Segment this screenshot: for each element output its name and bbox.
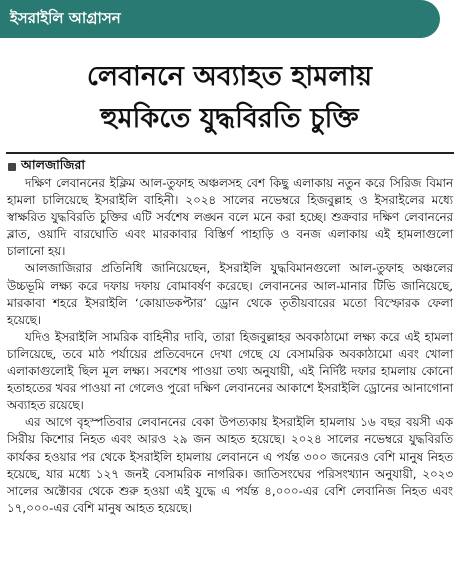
paragraph-4: এর আগে বৃহস্পতিবার লেবাননের বেকা উপত্যকায় ইসরাইলি হামলায় ১৬ বছর বয়সী এক সিরীয় কিশোর নিহত এবং আরও ২৯ জন আহত হয়েছে। ২০২৪ সালের নভেম্বরে যুদ্ধবিরতি কার্যকর হওয়ার পর থেকে ইসরাইলি হামলায় লেবাননে এ পর্যন্ত ৩০০ জনেরও বেশি মানুষ নিহত হয়েছে, যার মধ্যে ১২৭ জনই বেসামরিক নাগরিক। জাতিসংঘের পরিসংখ্যান অনুযায়ী, ২০২৩ সালের অক্টোবর থেকে শুরু হওয়া এই যুদ্ধে এ পর্যন্ত ৪,০০০-এর বেশি লেবানিজ নিহত এবং ১৭,০০০-এর বেশি মানুষ আহত হয়েছে। [7, 415, 453, 515]
headline [0, 56, 459, 140]
source-line [8, 157, 85, 177]
source-bullet-icon [8, 163, 16, 171]
headline-line-2: হুমকিতে যুদ্ধবিরতি চুক্তি [100, 103, 359, 134]
source-label: আলজাজিরা [21, 157, 85, 172]
section-tag-label: ইসরাইলি আগ্রাসন [10, 8, 121, 27]
headline-line-1: লেবাননে অব্যাহত হামলায় [86, 61, 373, 92]
headline-divider [6, 152, 454, 154]
section-tag [0, 0, 440, 38]
paragraph-3: যদিও ইসরাইলি সামরিক বাহিনীর দাবি, তারা হিজবুল্লাহর অবকাঠামো লক্ষ্য করে এই হামলা চালিয়েছে, তবে মাঠ পর্যায়ের প্রতিবেদনে দেখা গেছে যে বেসামরিক অবকাঠামো এবং খোলা এলাকাগুলোই ছিল মূল লক্ষ্য। সবশেষ পাওয়া তথ্য অনুযায়ী, এই নির্দিষ্ট দফার হামলায় কোনো হতাহতের খবর পাওয়া না গেলেও পুরো দক্ষিণ লেবাননের আকাশে ইসরাইলি ড্রোনের আনাগোনা অব্যাহত রয়েছে। [7, 329, 453, 413]
paragraph-1: দক্ষিণ লেবাননের ইক্লিম আল-তুফাহ অঞ্চলসহ বেশ কিছু এলাকায় নতুন করে সিরিজ বিমান হামলা চালিয়েছে ইসরাইলি বাহিনী। ২০২৪ সালের নভেম্বরে হিজবুল্লাহ ও ইসরাইলের মধ্যে স্বাক্ষরিত যুদ্ধবিরতি চুক্তির এটি সর্বশেষ লঙ্ঘন বলে মনে করা হচ্ছে। শুক্রবার দক্ষিণ লেবাননের ব্লাত, ওয়াদি বারঘোতি এবং মারকাবার বিস্তির্ণ পাহাড়ি ও বনজ এলাকায় এই হামলাগুলো চালানো হয়। [7, 176, 453, 259]
paragraph-2: আলজাজিরার প্রতিনিধি জানিয়েছেন, ইসরাইলি যুদ্ধবিমানগুলো আল-তুফাহ অঞ্চলের উচ্চভূমি লক্ষ্য করে দফায় দফায় বোমাবর্ষণ করেছে। লেবাননের আল-মানার টিভি জানিয়েছে, মারকাবা শহরে ইসরাইলি ‘কোয়াডকপ্টার’ ড্রোন থেকে তৃতীয়বারের মতো বিস্ফোরক ফেলা হয়েছে। [7, 261, 453, 327]
article-body [7, 175, 453, 517]
